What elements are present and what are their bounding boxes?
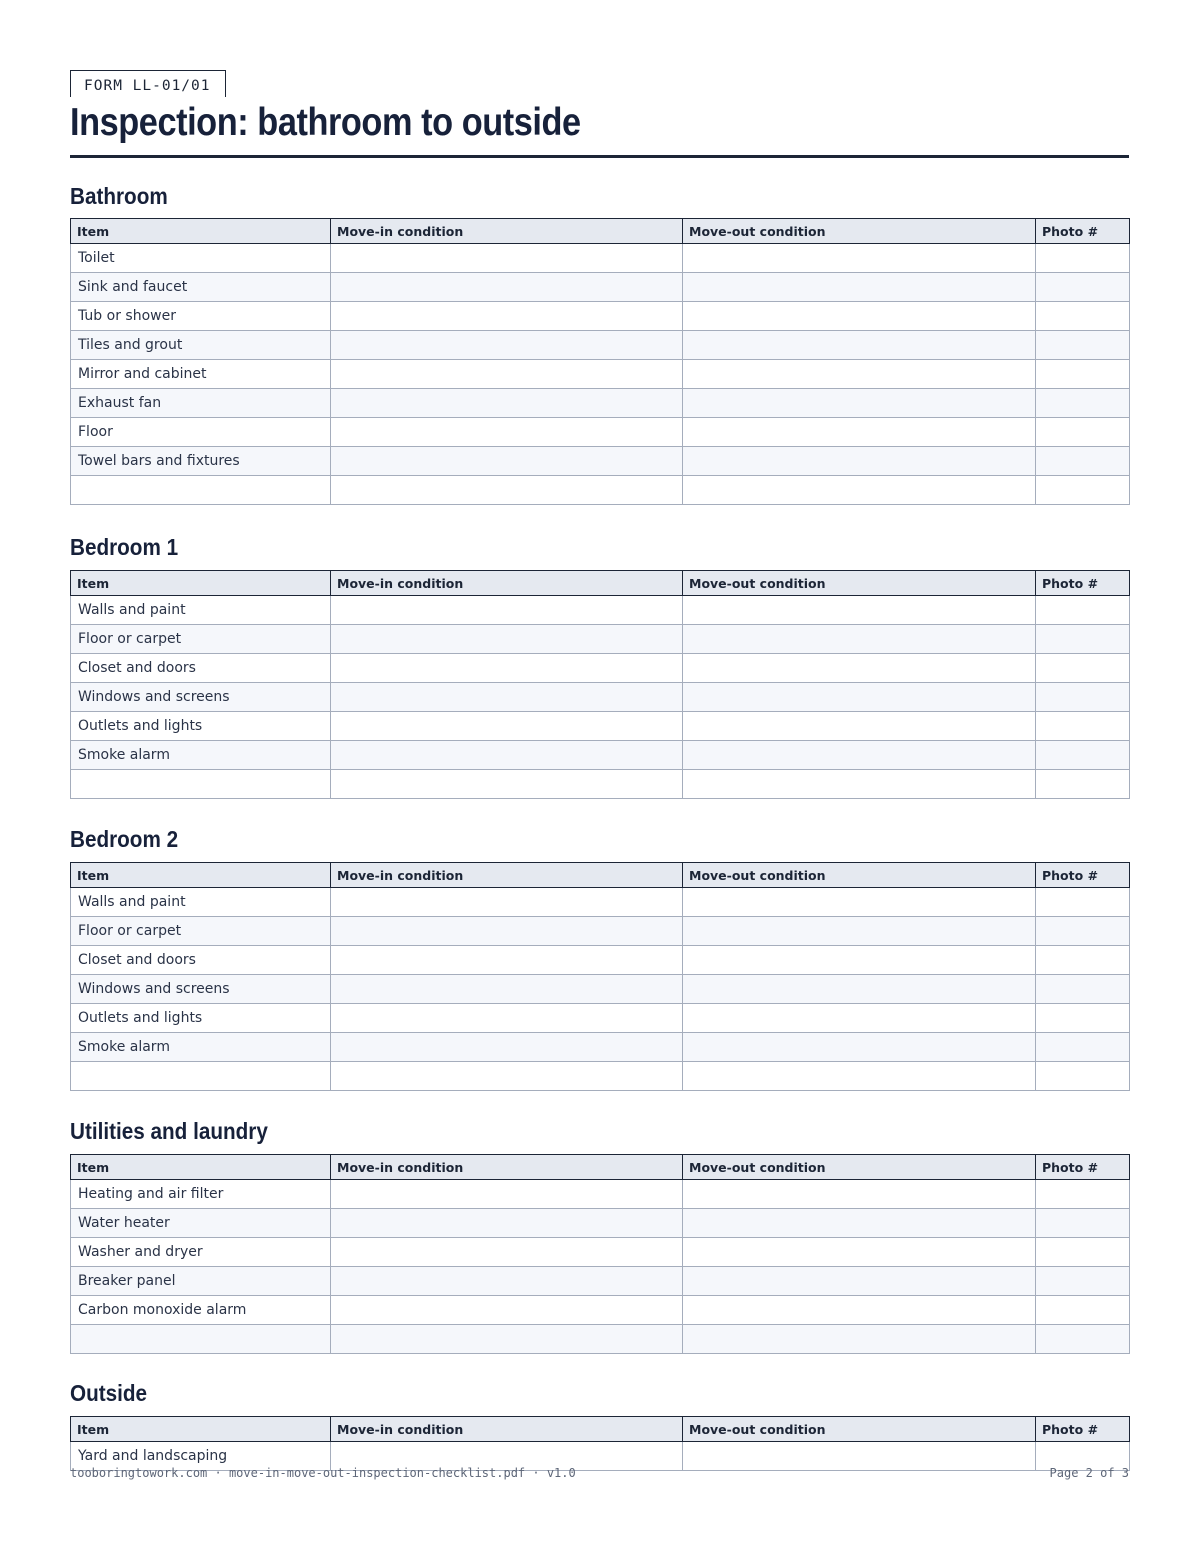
- table-row: [71, 1296, 1130, 1325]
- table-row: [71, 389, 1130, 418]
- table-row: [71, 683, 1130, 712]
- move-in-condition-cell[interactable]: [331, 360, 683, 389]
- move-in-condition-cell[interactable]: [331, 331, 683, 360]
- move-in-condition-cell[interactable]: [331, 447, 683, 476]
- column-header-move-in: Move-in condition: [331, 1155, 683, 1180]
- column-header-photo: Photo #: [1036, 863, 1130, 888]
- table-header-row: [71, 1155, 1130, 1180]
- photo-number-cell[interactable]: [1036, 1004, 1130, 1033]
- move-out-condition-cell[interactable]: [683, 946, 1036, 975]
- item-name-cell: Water heater: [71, 1209, 331, 1238]
- item-name-cell: Tub or shower: [71, 302, 331, 331]
- item-name-cell: Carbon monoxide alarm: [71, 1296, 331, 1325]
- item-name-cell: Closet and doors: [71, 654, 331, 683]
- section-table-wrapper: [70, 1154, 1129, 1354]
- move-out-condition-cell[interactable]: [683, 770, 1036, 799]
- item-name-cell: Towel bars and fixtures: [71, 447, 331, 476]
- table-row: [71, 302, 1130, 331]
- move-out-condition-cell[interactable]: [683, 389, 1036, 418]
- photo-number-cell[interactable]: [1036, 244, 1130, 273]
- move-out-condition-cell[interactable]: [683, 596, 1036, 625]
- item-name-cell: Sink and faucet: [71, 273, 331, 302]
- column-header-move-out: Move-out condition: [683, 1417, 1036, 1442]
- title-divider: [70, 155, 1129, 158]
- photo-number-cell[interactable]: [1036, 917, 1130, 946]
- move-in-condition-cell[interactable]: [331, 1267, 683, 1296]
- move-in-condition-cell[interactable]: [331, 1209, 683, 1238]
- photo-number-cell[interactable]: [1036, 1062, 1130, 1091]
- inspection-table: [70, 862, 1130, 1091]
- photo-number-cell[interactable]: [1036, 302, 1130, 331]
- move-in-condition-cell[interactable]: [331, 946, 683, 975]
- table-row: [71, 654, 1130, 683]
- table-header-row: [71, 1417, 1130, 1442]
- move-in-condition-cell[interactable]: [331, 1238, 683, 1267]
- table-row: [71, 1267, 1130, 1296]
- table-row: [71, 741, 1130, 770]
- move-in-condition-cell[interactable]: [331, 712, 683, 741]
- move-out-condition-cell[interactable]: [683, 741, 1036, 770]
- move-out-condition-cell[interactable]: [683, 1004, 1036, 1033]
- table-row: [71, 1062, 1130, 1091]
- photo-number-cell[interactable]: [1036, 712, 1130, 741]
- table-row: [71, 1004, 1130, 1033]
- photo-number-cell[interactable]: [1036, 975, 1130, 1004]
- column-header-move-out: Move-out condition: [683, 219, 1036, 244]
- photo-number-cell[interactable]: [1036, 770, 1130, 799]
- move-out-condition-cell[interactable]: [683, 1296, 1036, 1325]
- item-name-cell: Outlets and lights: [71, 712, 331, 741]
- table-row: [71, 244, 1130, 273]
- column-header-photo: Photo #: [1036, 1417, 1130, 1442]
- move-in-condition-cell[interactable]: [331, 683, 683, 712]
- move-out-condition-cell[interactable]: [683, 302, 1036, 331]
- move-in-condition-cell[interactable]: [331, 1062, 683, 1091]
- item-name-cell: Tiles and grout: [71, 331, 331, 360]
- move-in-condition-cell[interactable]: [331, 389, 683, 418]
- move-out-condition-cell[interactable]: [683, 418, 1036, 447]
- move-out-condition-cell[interactable]: [683, 625, 1036, 654]
- table-row: [71, 1325, 1130, 1354]
- photo-number-cell[interactable]: [1036, 476, 1130, 505]
- inspection-table: [70, 570, 1130, 799]
- item-name-cell: Walls and paint: [71, 888, 331, 917]
- item-name-cell[interactable]: [71, 1325, 331, 1354]
- photo-number-cell[interactable]: [1036, 1325, 1130, 1354]
- photo-number-cell[interactable]: [1036, 1209, 1130, 1238]
- section-heading: Utilities and laundry: [70, 1118, 268, 1144]
- move-in-condition-cell[interactable]: [331, 888, 683, 917]
- column-header-move-out: Move-out condition: [683, 863, 1036, 888]
- table-row: [71, 447, 1130, 476]
- move-out-condition-cell[interactable]: [683, 654, 1036, 683]
- page-title: Inspection: bathroom to outside: [70, 101, 581, 144]
- move-in-condition-cell[interactable]: [331, 1296, 683, 1325]
- item-name-cell[interactable]: [71, 1062, 331, 1091]
- move-out-condition-cell[interactable]: [683, 476, 1036, 505]
- photo-number-cell[interactable]: [1036, 447, 1130, 476]
- table-row: [71, 418, 1130, 447]
- move-in-condition-cell[interactable]: [331, 1325, 683, 1354]
- photo-number-cell[interactable]: [1036, 946, 1130, 975]
- move-in-condition-cell[interactable]: [331, 770, 683, 799]
- column-header-photo: Photo #: [1036, 571, 1130, 596]
- item-name-cell: Floor: [71, 418, 331, 447]
- table-row: [71, 476, 1130, 505]
- section-table-wrapper: [70, 1416, 1129, 1464]
- photo-number-cell[interactable]: [1036, 741, 1130, 770]
- column-header-item: Item: [71, 1417, 331, 1442]
- table-row: [71, 975, 1130, 1004]
- column-header-move-in: Move-in condition: [331, 1417, 683, 1442]
- inspection-table: [70, 218, 1130, 505]
- item-name-cell: Windows and screens: [71, 683, 331, 712]
- move-in-condition-cell[interactable]: [331, 273, 683, 302]
- table-row: [71, 888, 1130, 917]
- table-row: [71, 1238, 1130, 1267]
- table-row: [71, 1209, 1130, 1238]
- column-header-item: Item: [71, 1155, 331, 1180]
- photo-number-cell[interactable]: [1036, 273, 1130, 302]
- photo-number-cell[interactable]: [1036, 1180, 1130, 1209]
- column-header-move-in: Move-in condition: [331, 571, 683, 596]
- move-in-condition-cell[interactable]: [331, 975, 683, 1004]
- move-out-condition-cell[interactable]: [683, 331, 1036, 360]
- table-row: [71, 625, 1130, 654]
- table-row: [71, 331, 1130, 360]
- move-out-condition-cell[interactable]: [683, 1267, 1036, 1296]
- section-heading: Bedroom 1: [70, 534, 179, 560]
- item-name-cell: Outlets and lights: [71, 1004, 331, 1033]
- move-out-condition-cell[interactable]: [683, 1062, 1036, 1091]
- column-header-move-out: Move-out condition: [683, 571, 1036, 596]
- move-in-condition-cell[interactable]: [331, 654, 683, 683]
- photo-number-cell[interactable]: [1036, 1267, 1130, 1296]
- move-out-condition-cell[interactable]: [683, 1209, 1036, 1238]
- footer-source: tooboringtowork.com · move-in-move-out-inspection-checklist.pdf · v1.0: [70, 1466, 576, 1480]
- photo-number-cell[interactable]: [1036, 654, 1130, 683]
- column-header-photo: Photo #: [1036, 219, 1130, 244]
- column-header-move-in: Move-in condition: [331, 863, 683, 888]
- photo-number-cell[interactable]: [1036, 389, 1130, 418]
- move-out-condition-cell[interactable]: [683, 1033, 1036, 1062]
- section-table-wrapper: [70, 218, 1129, 505]
- photo-number-cell[interactable]: [1036, 360, 1130, 389]
- item-name-cell: Exhaust fan: [71, 389, 331, 418]
- column-header-move-in: Move-in condition: [331, 219, 683, 244]
- item-name-cell: Walls and paint: [71, 596, 331, 625]
- move-in-condition-cell[interactable]: [331, 302, 683, 331]
- item-name-cell: Smoke alarm: [71, 741, 331, 770]
- item-name-cell: Washer and dryer: [71, 1238, 331, 1267]
- item-name-cell[interactable]: [71, 476, 331, 505]
- move-out-condition-cell[interactable]: [683, 1238, 1036, 1267]
- inspection-table: [70, 1154, 1130, 1354]
- inspection-table: [70, 1416, 1130, 1471]
- column-header-item: Item: [71, 863, 331, 888]
- table-row: [71, 1180, 1130, 1209]
- move-out-condition-cell[interactable]: [683, 975, 1036, 1004]
- move-in-condition-cell[interactable]: [331, 596, 683, 625]
- table-row: [71, 917, 1130, 946]
- move-in-condition-cell[interactable]: [331, 1004, 683, 1033]
- move-in-condition-cell[interactable]: [331, 244, 683, 273]
- item-name-cell: Floor or carpet: [71, 917, 331, 946]
- move-out-condition-cell[interactable]: [683, 683, 1036, 712]
- item-name-cell: Windows and screens: [71, 975, 331, 1004]
- move-in-condition-cell[interactable]: [331, 1180, 683, 1209]
- item-name-cell: Closet and doors: [71, 946, 331, 975]
- item-name-cell: Mirror and cabinet: [71, 360, 331, 389]
- photo-number-cell[interactable]: [1036, 596, 1130, 625]
- table-row: [71, 273, 1130, 302]
- item-name-cell: Smoke alarm: [71, 1033, 331, 1062]
- photo-number-cell[interactable]: [1036, 625, 1130, 654]
- photo-number-cell[interactable]: [1036, 418, 1130, 447]
- item-name-cell: Floor or carpet: [71, 625, 331, 654]
- column-header-item: Item: [71, 219, 331, 244]
- move-out-condition-cell[interactable]: [683, 447, 1036, 476]
- move-in-condition-cell[interactable]: [331, 476, 683, 505]
- table-row: [71, 770, 1130, 799]
- item-name-cell: Toilet: [71, 244, 331, 273]
- section-heading: Bathroom: [70, 183, 168, 209]
- item-name-cell: Yard and landscaping: [71, 1442, 331, 1471]
- move-out-condition-cell[interactable]: [683, 360, 1036, 389]
- move-in-condition-cell[interactable]: [331, 741, 683, 770]
- section-heading: Bedroom 2: [70, 826, 179, 852]
- move-out-condition-cell[interactable]: [683, 1180, 1036, 1209]
- photo-number-cell[interactable]: [1036, 331, 1130, 360]
- move-out-condition-cell[interactable]: [683, 917, 1036, 946]
- table-header-row: [71, 863, 1130, 888]
- item-name-cell: Heating and air filter: [71, 1180, 331, 1209]
- column-header-item: Item: [71, 571, 331, 596]
- table-row: [71, 712, 1130, 741]
- column-header-photo: Photo #: [1036, 1155, 1130, 1180]
- table-header-row: [71, 219, 1130, 244]
- photo-number-cell[interactable]: [1036, 888, 1130, 917]
- section-table-wrapper: [70, 570, 1129, 799]
- footer-page-number: Page 2 of 3: [1049, 1466, 1129, 1480]
- photo-number-cell[interactable]: [1036, 1238, 1130, 1267]
- photo-number-cell[interactable]: [1036, 683, 1130, 712]
- photo-number-cell[interactable]: [1036, 1296, 1130, 1325]
- column-header-move-out: Move-out condition: [683, 1155, 1036, 1180]
- move-out-condition-cell[interactable]: [683, 712, 1036, 741]
- section-heading: Outside: [70, 1380, 148, 1406]
- move-out-condition-cell[interactable]: [683, 1325, 1036, 1354]
- move-in-condition-cell[interactable]: [331, 1033, 683, 1062]
- move-out-condition-cell[interactable]: [683, 244, 1036, 273]
- section-table-wrapper: [70, 862, 1129, 1091]
- item-name-cell[interactable]: [71, 770, 331, 799]
- move-out-condition-cell[interactable]: [683, 1442, 1036, 1471]
- table-row: [71, 360, 1130, 389]
- table-header-row: [71, 571, 1130, 596]
- item-name-cell: Breaker panel: [71, 1267, 331, 1296]
- table-row: [71, 596, 1130, 625]
- table-row: [71, 1033, 1130, 1062]
- move-in-condition-cell[interactable]: [331, 917, 683, 946]
- move-in-condition-cell[interactable]: [331, 418, 683, 447]
- photo-number-cell[interactable]: [1036, 1033, 1130, 1062]
- table-row: [71, 946, 1130, 975]
- move-out-condition-cell[interactable]: [683, 888, 1036, 917]
- form-code-label: FORM LL-01/01: [70, 70, 226, 97]
- move-out-condition-cell[interactable]: [683, 273, 1036, 302]
- move-in-condition-cell[interactable]: [331, 625, 683, 654]
